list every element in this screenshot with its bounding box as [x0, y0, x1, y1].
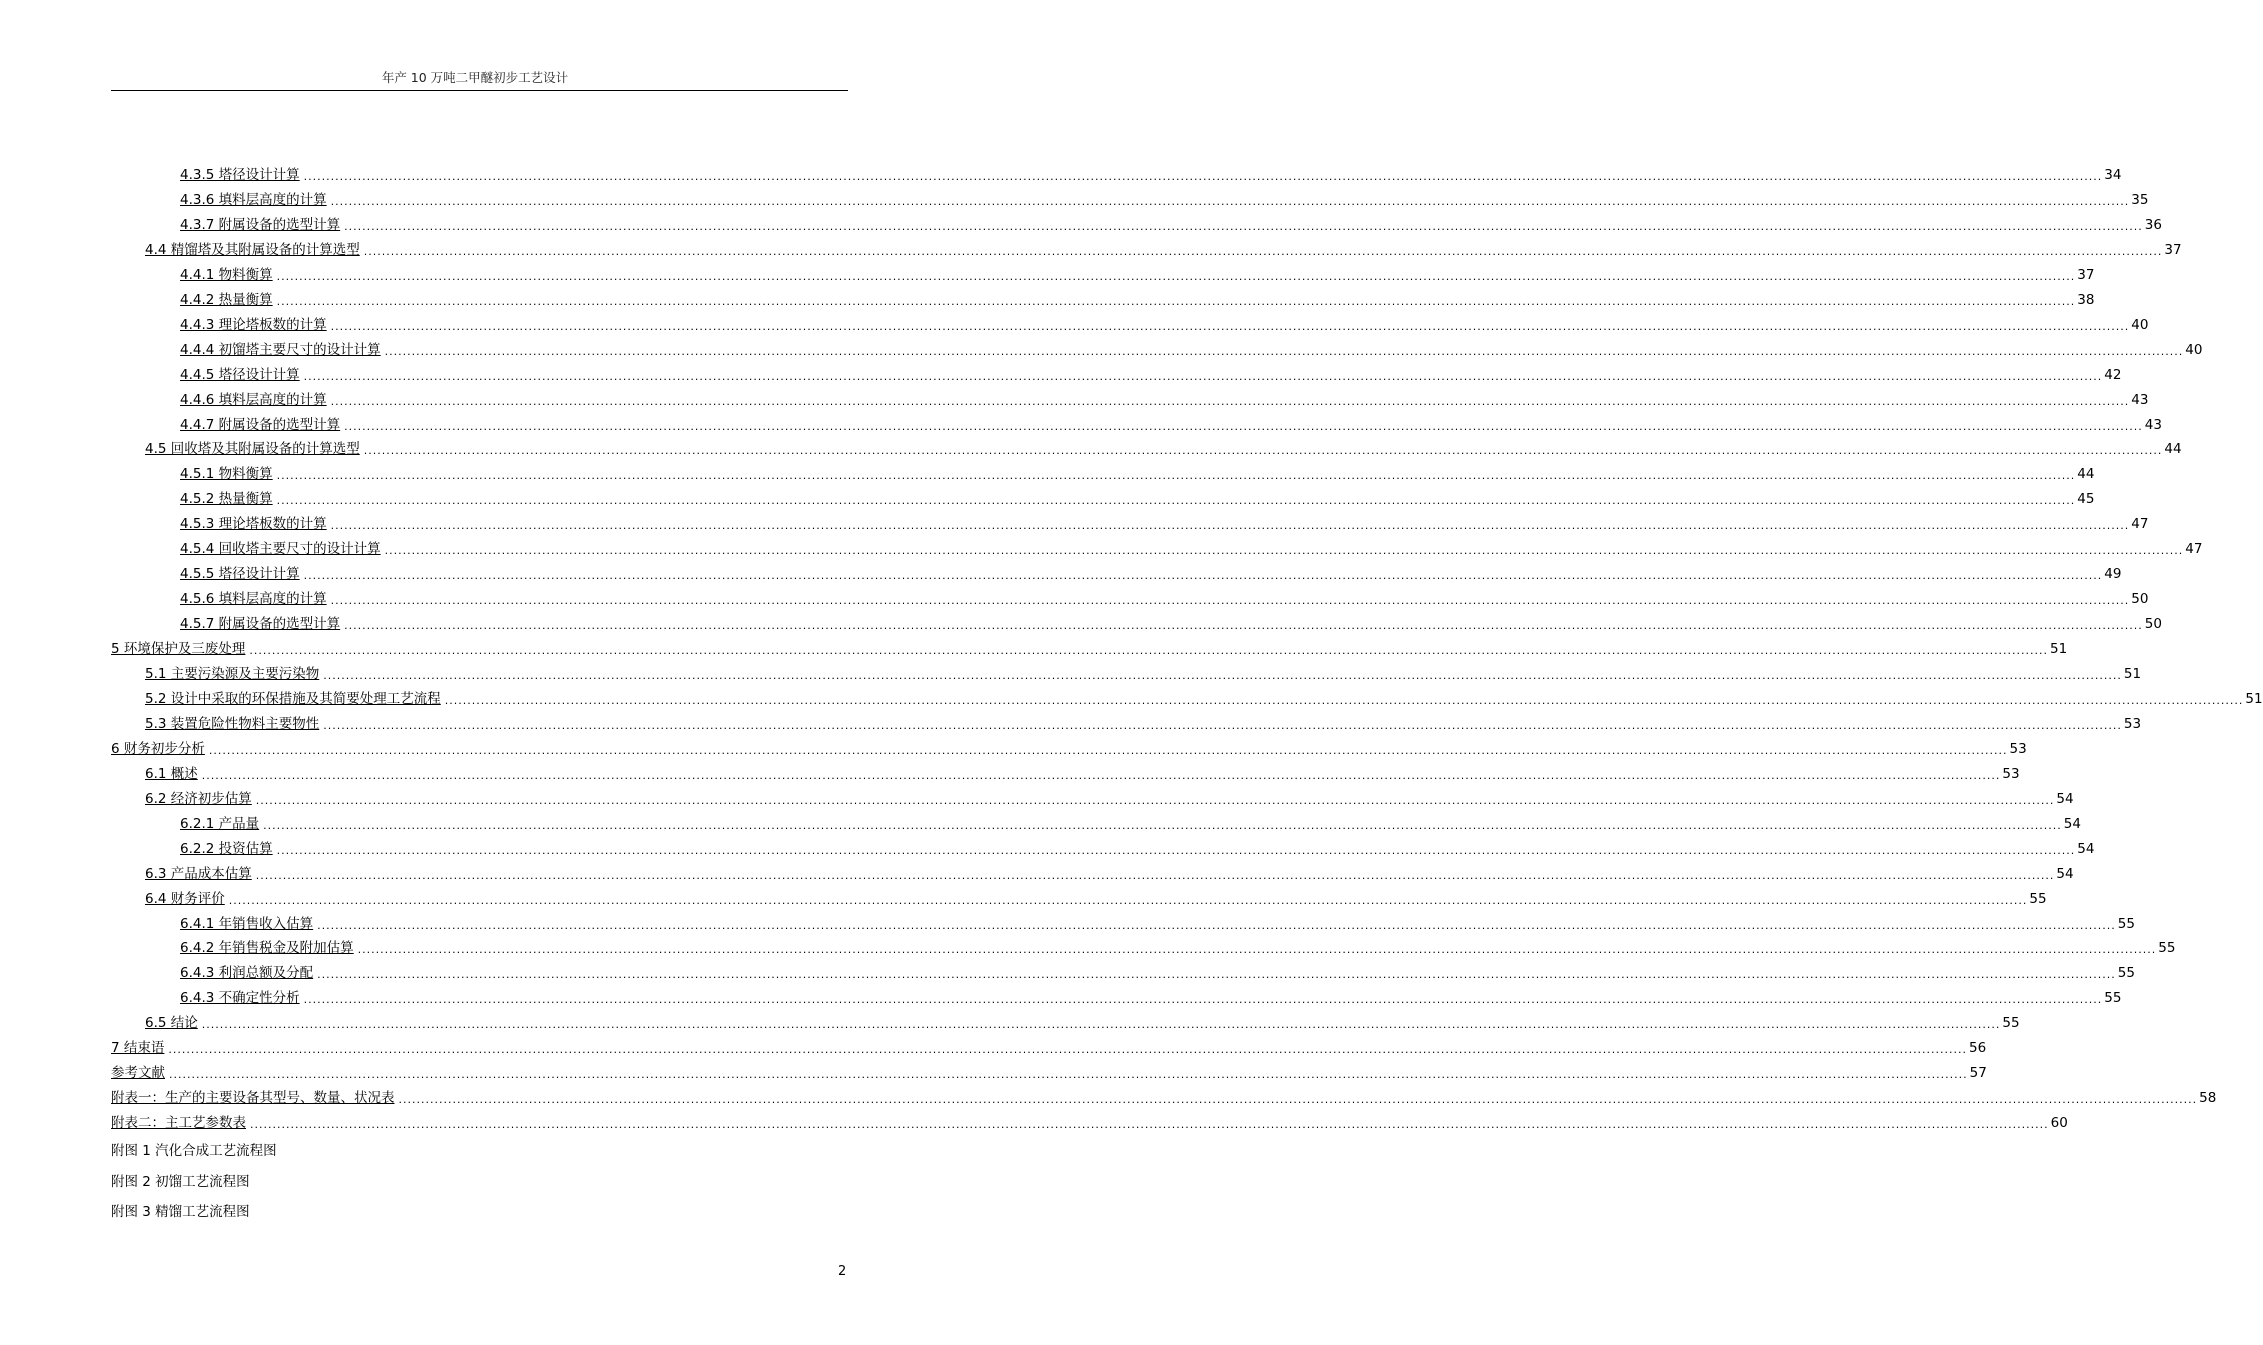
toc-entry-page: 56 [1969, 1040, 1987, 1057]
toc-entry-page: 47 [2131, 516, 2149, 533]
toc-entry-page: 42 [2104, 366, 2122, 383]
toc-entry-label[interactable]: 附表二：主工艺参数表 [111, 1115, 246, 1132]
toc-entry-label[interactable]: 4.5.7 附属设备的选型计算 [180, 616, 341, 633]
toc-entry-label[interactable]: 6.3 产品成本估算 [145, 865, 252, 882]
toc-dot-leader: ................................................................................................................................................................................................................................................................................................................................................................................................................ [330, 394, 2130, 408]
toc-dot-leader: ................................................................................................................................................................................................................................................................................................................................................................................................................ [201, 1018, 2001, 1032]
toc-entry-page: 36 [2144, 216, 2162, 233]
toc-entry-page: 43 [2144, 416, 2162, 433]
toc-dot-leader: ................................................................................................................................................................................................................................................................................................................................................................................................................ [444, 693, 2244, 707]
toc-entry-label[interactable]: 6.2.2 投资估算 [180, 840, 273, 857]
toc-entry-page: 37 [2164, 241, 2182, 258]
toc-entry[interactable] [180, 937, 2176, 957]
toc-dot-leader: ................................................................................................................................................................................................................................................................................................................................................................................................................ [228, 893, 2028, 907]
toc-dot-leader: ................................................................................................................................................................................................................................................................................................................................................................................................................ [276, 469, 2076, 483]
toc-entry[interactable] [180, 314, 2149, 334]
appendix-figure-item: 附图 2 初馏工艺流程图 [111, 1174, 250, 1190]
toc-entry-page: 54 [2056, 865, 2074, 882]
toc-entry-label[interactable]: 4.4.3 理论塔板数的计算 [180, 316, 327, 333]
toc-entry-label[interactable]: 6.4.2 年销售税金及附加估算 [180, 940, 354, 957]
toc-entry-page: 55 [2029, 890, 2047, 907]
toc-dot-leader: ................................................................................................................................................................................................................................................................................................................................................................................................................ [344, 619, 2143, 633]
toc-entry-page: 57 [1969, 1065, 1987, 1082]
toc-entry-page: 44 [2077, 466, 2095, 483]
toc-entry[interactable] [145, 888, 2047, 908]
toc-entry-label[interactable]: 4.5.5 塔径设计计算 [180, 566, 300, 583]
toc-entry-label[interactable]: 5 环境保护及三废处理 [111, 641, 246, 658]
toc-entry[interactable] [180, 463, 2095, 483]
toc-entry[interactable] [180, 339, 2203, 359]
toc-entry-label[interactable]: 参考文献 [111, 1065, 165, 1082]
page-header-title: 年产 10 万吨二甲醚初步工艺设计 [381, 70, 569, 85]
toc-entry[interactable] [111, 1087, 2217, 1107]
toc-dot-leader: ................................................................................................................................................................................................................................................................................................................................................................................................................ [330, 594, 2130, 608]
toc-entry-label[interactable]: 5.3 装置危险性物料主要物性 [145, 715, 320, 732]
toc-entry-page: 51 [2245, 690, 2263, 707]
toc-dot-leader: ................................................................................................................................................................................................................................................................................................................................................................................................................ [255, 868, 2055, 882]
toc-entry-page: 55 [2117, 915, 2135, 932]
toc-entry[interactable] [180, 987, 2122, 1007]
toc-entry[interactable] [180, 962, 2135, 982]
toc-entry-page: 51 [2050, 641, 2068, 658]
toc-dot-leader: ................................................................................................................................................................................................................................................................................................................................................................................................................ [384, 544, 2184, 558]
toc-entry-page: 40 [2131, 316, 2149, 333]
toc-dot-leader: ................................................................................................................................................................................................................................................................................................................................................................................................................ [384, 344, 2184, 358]
toc-entry-label[interactable]: 4.4.7 附属设备的选型计算 [180, 416, 341, 433]
toc-entry[interactable] [145, 663, 2142, 683]
toc-dot-leader: ................................................................................................................................................................................................................................................................................................................................................................................................................ [201, 768, 2001, 782]
toc-entry[interactable] [180, 613, 2162, 633]
toc-entry[interactable] [111, 638, 2068, 658]
toc-entry[interactable] [180, 289, 2095, 309]
toc-entry-page: 54 [2056, 790, 2074, 807]
toc-entry-page: 51 [2123, 666, 2142, 682]
toc-entry-label[interactable]: 4.3.6 填料层高度的计算 [180, 191, 327, 208]
toc-entry-label[interactable]: 5.2 设计中采取的环保措施及其简要处理工艺流程 [145, 690, 441, 707]
toc-dot-leader: ................................................................................................................................................................................................................................................................................................................................................................................................................ [276, 294, 2076, 308]
toc-entry-label[interactable]: 6 财务初步分析 [111, 740, 205, 757]
toc-entry[interactable] [180, 164, 2122, 184]
toc-entry[interactable] [180, 264, 2095, 284]
toc-dot-leader: ................................................................................................................................................................................................................................................................................................................................................................................................................ [330, 194, 2130, 208]
toc-entry[interactable] [180, 838, 2095, 858]
toc-dot-leader: ................................................................................................................................................................................................................................................................................................................................................................................................................ [263, 818, 2062, 832]
toc-entry-label[interactable]: 4.4 精馏塔及其附属设备的计算选型 [145, 241, 360, 258]
toc-entry-label[interactable]: 5.1 主要污染源及主要污染物 [145, 666, 320, 682]
toc-entry[interactable] [180, 913, 2135, 933]
toc-dot-leader: ................................................................................................................................................................................................................................................................................................................................................................................................................ [323, 718, 2122, 732]
toc-dot-leader: ................................................................................................................................................................................................................................................................................................................................................................................................................ [276, 843, 2076, 857]
toc-entry-label[interactable]: 4.4.6 填料层高度的计算 [180, 391, 327, 408]
toc-entry-page: 38 [2077, 291, 2095, 308]
toc-entry[interactable] [145, 713, 2142, 733]
toc-entry-page: 54 [2077, 840, 2095, 857]
toc-entry-page: 55 [2002, 1015, 2020, 1032]
toc-entry-label[interactable]: 4.5.3 理论塔板数的计算 [180, 516, 327, 533]
appendix-figure-item: 附图 1 汽化合成工艺流程图 [111, 1143, 277, 1159]
appendix-figure-item: 附图 3 精馏工艺流程图 [111, 1204, 250, 1220]
toc-entry[interactable] [145, 788, 2074, 808]
toc-entry[interactable] [145, 863, 2074, 883]
toc-dot-leader: ................................................................................................................................................................................................................................................................................................................................................................................................................ [317, 968, 2116, 982]
toc-dot-leader: ................................................................................................................................................................................................................................................................................................................................................................................................................ [398, 1093, 2198, 1107]
toc-entry-page: 58 [2199, 1090, 2217, 1107]
toc-entry[interactable] [111, 738, 2027, 758]
toc-entry[interactable] [145, 239, 2182, 259]
toc-dot-leader: ................................................................................................................................................................................................................................................................................................................................................................................................................ [276, 494, 2076, 508]
toc-entry-label[interactable]: 6.2 经济初步估算 [145, 790, 252, 807]
toc-entry-label[interactable]: 4.4.1 物料衡算 [180, 266, 273, 283]
toc-dot-leader: ................................................................................................................................................................................................................................................................................................................................................................................................................ [250, 1118, 2049, 1132]
toc-dot-leader: ................................................................................................................................................................................................................................................................................................................................................................................................................ [344, 419, 2143, 433]
toc-entry-page: 53 [2009, 740, 2027, 757]
toc-dot-leader: ................................................................................................................................................................................................................................................................................................................................................................................................................ [363, 244, 2163, 258]
toc-entry[interactable] [180, 488, 2095, 508]
page-number: 2 [838, 1264, 847, 1279]
toc-dot-leader: ................................................................................................................................................................................................................................................................................................................................................................................................................ [168, 1043, 1968, 1057]
toc-entry[interactable] [180, 563, 2122, 583]
toc-entry[interactable] [180, 414, 2162, 434]
toc-dot-leader: ................................................................................................................................................................................................................................................................................................................................................................................................................ [169, 1068, 1968, 1082]
toc-dot-leader: ................................................................................................................................................................................................................................................................................................................................................................................................................ [330, 319, 2130, 333]
toc-dot-leader: ................................................................................................................................................................................................................................................................................................................................................................................................................ [303, 170, 2103, 183]
toc-entry-page: 53 [2002, 765, 2020, 782]
toc-entry-page: 50 [2144, 616, 2162, 633]
header-divider [111, 90, 848, 91]
toc-entry-label[interactable]: 4.5.6 填料层高度的计算 [180, 591, 327, 608]
toc-entry-label[interactable]: 6.4 财务评价 [145, 890, 225, 907]
toc-dot-leader: ................................................................................................................................................................................................................................................................................................................................................................................................................ [255, 793, 2055, 807]
toc-dot-leader: ................................................................................................................................................................................................................................................................................................................................................................................................................ [317, 918, 2116, 932]
toc-entry-page: 55 [2117, 965, 2135, 982]
toc-entry[interactable] [111, 1062, 1987, 1082]
toc-entry-page: 47 [2185, 541, 2203, 558]
toc-entry[interactable] [180, 214, 2162, 234]
toc-entry-label[interactable]: 6.1 概述 [145, 765, 198, 782]
toc-entry-page: 43 [2131, 391, 2149, 408]
toc-dot-leader: ................................................................................................................................................................................................................................................................................................................................................................................................................ [357, 943, 2157, 957]
toc-entry[interactable] [180, 513, 2149, 533]
toc-dot-leader: ................................................................................................................................................................................................................................................................................................................................................................................................................ [276, 269, 2076, 283]
toc-entry[interactable] [180, 538, 2203, 558]
toc-entry[interactable] [145, 763, 2020, 783]
toc-entry-label[interactable]: 附表一：生产的主要设备其型号、数量、状况表 [111, 1090, 395, 1107]
toc-entry-label[interactable]: 6.2.1 产品量 [180, 815, 260, 832]
toc-dot-leader: ................................................................................................................................................................................................................................................................................................................................................................................................................ [249, 644, 2049, 658]
toc-entry-label[interactable]: 4.4.4 初馏塔主要尺寸的设计计算 [180, 341, 381, 358]
toc-entry-label[interactable]: 7 结束语 [111, 1040, 165, 1057]
toc-entry-label[interactable]: 4.5 回收塔及其附属设备的计算选型 [145, 441, 360, 458]
toc-dot-leader: ................................................................................................................................................................................................................................................................................................................................................................................................................ [344, 219, 2143, 233]
toc-entry-label[interactable]: 4.4.2 热量衡算 [180, 291, 273, 308]
toc-entry-page: 40 [2185, 341, 2203, 358]
toc-entry-page: 49 [2104, 566, 2122, 583]
toc-entry[interactable] [180, 588, 2149, 608]
toc-dot-leader: ................................................................................................................................................................................................................................................................................................................................................................................................................ [303, 993, 2103, 1007]
toc-entry-page: 44 [2164, 441, 2182, 458]
toc-entry[interactable] [145, 1012, 2020, 1032]
toc-dot-leader: ................................................................................................................................................................................................................................................................................................................................................................................................................ [330, 519, 2130, 533]
toc-entry-label[interactable]: 6.4.1 年销售收入估算 [180, 915, 314, 932]
toc-entry[interactable] [180, 813, 2081, 833]
toc-entry-label[interactable]: 4.5.4 回收塔主要尺寸的设计计算 [180, 541, 381, 558]
toc-entry-page: 60 [2050, 1115, 2068, 1132]
toc-entry-page: 35 [2131, 191, 2149, 208]
toc-entry[interactable] [145, 688, 2263, 708]
toc-entry-page: 54 [2063, 815, 2081, 832]
toc-entry[interactable] [111, 1112, 2068, 1132]
toc-dot-leader: ................................................................................................................................................................................................................................................................................................................................................................................................................ [363, 444, 2163, 458]
toc-entry-label[interactable]: 4.4.5 塔径设计计算 [180, 366, 300, 383]
toc-entry[interactable] [145, 438, 2182, 458]
toc-dot-leader: ................................................................................................................................................................................................................................................................................................................................................................................................................ [303, 369, 2103, 383]
toc-entry-label[interactable]: 6.4.3 不确定性分析 [180, 990, 300, 1007]
toc-entry-label[interactable]: 6.5 结论 [145, 1015, 198, 1032]
toc-entry[interactable] [180, 364, 2122, 384]
toc-entry[interactable] [180, 389, 2149, 409]
toc-entry-label[interactable]: 4.3.5 塔径设计计算 [180, 167, 300, 183]
toc-entry[interactable] [180, 189, 2149, 209]
toc-entry-page: 53 [2123, 715, 2142, 732]
toc-entry-page: 37 [2077, 266, 2095, 283]
toc-entry[interactable] [111, 1037, 1987, 1057]
toc-entry-page: 45 [2077, 491, 2095, 508]
toc-dot-leader: ................................................................................................................................................................................................................................................................................................................................................................................................................ [208, 743, 2008, 757]
toc-entry-label[interactable]: 6.4.3 利润总额及分配 [180, 965, 314, 982]
toc-entry-page: 34 [2104, 167, 2122, 183]
toc-entry-page: 55 [2158, 940, 2176, 957]
toc-entry-label[interactable]: 4.3.7 附属设备的选型计算 [180, 216, 341, 233]
toc-entry-page: 50 [2131, 591, 2149, 608]
toc-entry-label[interactable]: 4.5.2 热量衡算 [180, 491, 273, 508]
toc-dot-leader: ................................................................................................................................................................................................................................................................................................................................................................................................................ [303, 569, 2103, 583]
toc-entry-page: 55 [2104, 990, 2122, 1007]
toc-dot-leader: ................................................................................................................................................................................................................................................................................................................................................................................................................ [323, 669, 2122, 682]
toc-entry-label[interactable]: 4.5.1 物料衡算 [180, 466, 273, 483]
